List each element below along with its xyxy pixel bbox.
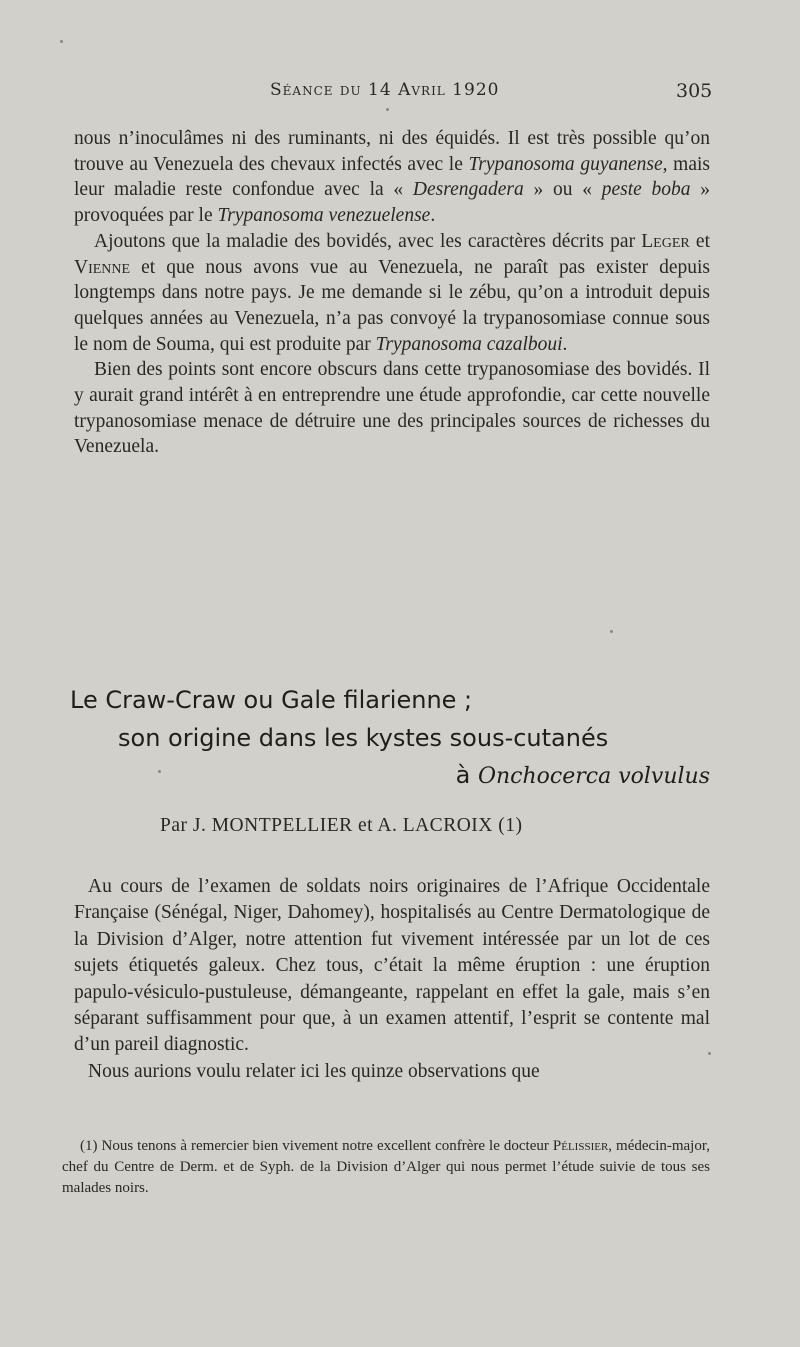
article-paragraph-2: Nous aurions voulu relater ici les quinze observations que bbox=[88, 1060, 540, 1082]
paragraph-3: Bien des points sont encore obscurs dans cette trypanosomiase des bovidés. Il y aurait grand intérêt à en entreprendre une étude approfondie, car cette nouvelle trypanosomiase menace de détruire une des principales sources de richesses du Venezuela. bbox=[74, 359, 710, 458]
running-title: Séance du 14 Avril 1920 bbox=[270, 80, 500, 100]
paragraph-1: nous n’inoculâmes ni des ruminants, ni des équidés. Il est très possible qu’on trouve au Venezuela des chevaux infectés avec le Trypanosoma guyanense, mais leur maladie reste confondue avec la « Desrengadera » ou « peste boba » provoquées par le Trypanosoma venezuelense. bbox=[74, 128, 711, 227]
paper-speck bbox=[60, 40, 63, 43]
paper-speck bbox=[386, 108, 389, 111]
paragraph-2: Ajoutons que la maladie des bovidés, avec les caractères décrits par Leger et Vienne et que nous avons vue au Venezuela, ne paraît pas exister depuis longtemps dans notre pays. Je me demande si le zébu, qu’on a introduit depuis quelques années au Venezuela, n’a pas convoyé la trypanosomiase connue sous le nom de Souma, qui est produite par Trypanosoma cazalboui. bbox=[74, 230, 710, 355]
author-name-leger: Leger bbox=[641, 230, 690, 252]
footnote: (1) Nous tenons à remercier bien vivement notre excellent confrère le docteur Pélissier, médecin-major, chef du Centre de Derm. et de Syph. de la Division d’Alger qui nous permet l’étude suivie de tous ses malades noirs. bbox=[62, 1138, 710, 1196]
previous-article-continuation bbox=[74, 126, 710, 460]
paper-speck bbox=[610, 630, 613, 633]
byline: Par J. MONTPELLIER et A. LACROIX (1) bbox=[160, 815, 523, 836]
page-number: 305 bbox=[676, 80, 713, 102]
paper-speck bbox=[158, 770, 161, 773]
article-body bbox=[74, 874, 710, 1085]
author-name-vienne: Vienne bbox=[74, 256, 131, 278]
page-header bbox=[0, 80, 800, 104]
title-line-1: Le Craw-Craw ou Gale filarienne ; bbox=[70, 686, 473, 714]
title-line-2: son origine dans les kystes sous-cutanés bbox=[118, 724, 609, 752]
paper-speck bbox=[708, 1052, 711, 1055]
title-line-3: à Onchocerca volvulus bbox=[455, 761, 710, 789]
article-paragraph-1: Au cours de l’examen de soldats noirs originaires de l’Afrique Occidentale Française (Sénégal, Niger, Dahomey), hospitalisés au Centre Dermatologique de la Division d’Alger, notre attention fut vivement intéressée par un lot de ces sujets étiquetés galeux. Chez tous, c’était la même éruption : une éruption papulo-vésiculo-pustuleuse, démangeante, rappelant en effet la gale, mais s’en séparant suffisamment pour que, à un examen attentif, l’esprit se contente mal d’un pareil diagnostic. bbox=[74, 876, 710, 1056]
footnote-name: Pélissier bbox=[552, 1138, 609, 1154]
species-name: Onchocerca volvulus bbox=[477, 764, 710, 789]
